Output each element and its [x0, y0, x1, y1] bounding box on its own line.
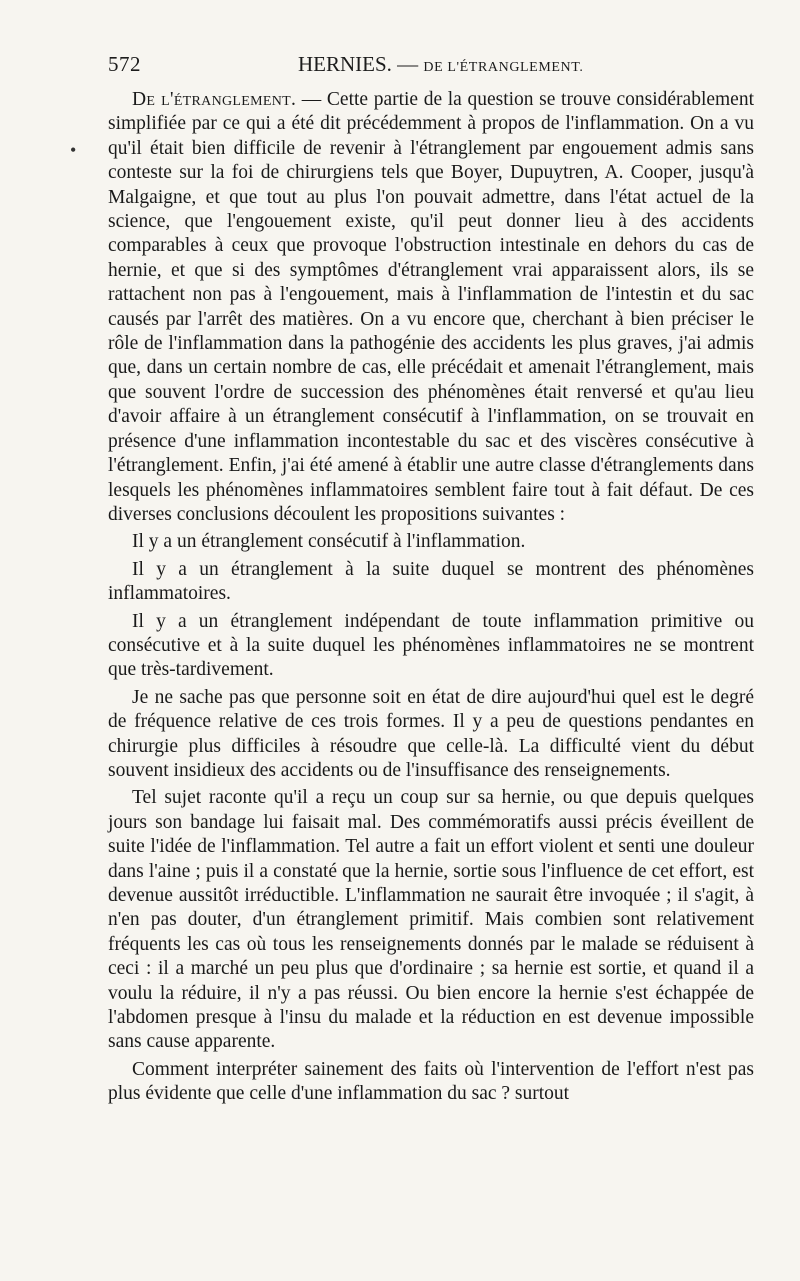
paragraph-text: Il y a un étranglement indépendant de toute inflammation primitive ou consécutive et à la suite duquel les phénomènes inflammatoires ne se montrent que très-tardivement.: [108, 610, 754, 681]
section-subtitle: DE L'ÉTRANGLEMENT.: [423, 60, 584, 75]
paragraph-text: — Cette partie de la question se trouve considérablement simplifiée par ce qui a été dit précédemment à propos de l'inflammation. On a vu qu'il était bien difficile de revenir à l'étranglement par engouement admis sans conteste sur la foi de chirurgiens tels que Boyer, Dupuytren, A. Cooper, jusqu'à Malgaigne, et que tout au plus l'on pouvait admettre, dans l'état actuel de la science, que l'engouement existe, qu'il peut donner lieu à des accidents comparables à ceux que provoque l'obstruction intestinale en dehors du cas de hernie, et que si des symptômes d'étranglement vrai apparaissent alors, ils se rattachent non pas à l'engouement, mais à l'inflammation de l'intestin et du sac causés par l'arrêt des matières. On a vu encore que, cherchant à bien préciser le rôle de l'inflammation dans la pathogénie des accidents les plus graves, j'ai admis que, dans un certain nombre de cas, elle précédait et amenait l'étranglement, mais que souvent l'ordre de succession des phénomènes était renversé et qu'au lieu d'avoir affaire à un étranglement consécutif à l'inflammation, on se trouvait en présence d'une inflammation incontestable du sac et des viscères consécutive à l'étranglement. Enfin, j'ai été amené à établir une autre classe d'étranglements dans lesquels les phénomènes inflammatoires semblent faire tout à fait défaut. De ces diverses conclusions découlent les propositions suivantes :: [108, 89, 755, 525]
paragraph: [108, 786, 754, 1054]
page-number: 572: [108, 52, 141, 76]
section-heading: De l'étranglement.: [132, 89, 297, 110]
paragraph: [108, 88, 754, 527]
paragraph-text: Je ne sache pas que personne soit en état de dire aujourd'hui quel est le degré de fréquence relative de ces trois formes. Il y a peu de questions pendantes en chirurgie plus difficiles à résoudre que celle-là. La difficulté vient du début souvent insidieux des accidents ou de l'insuffisance des renseignements.: [108, 686, 754, 781]
paragraph-text: Il y a un étranglement consécutif à l'inflammation.: [132, 531, 526, 553]
paragraph: [108, 558, 754, 607]
paragraph-text: Tel sujet raconte qu'il a reçu un coup sur sa hernie, ou que depuis quelques jours son bandage lui faisait mal. Des commémoratifs aussi précis éveillent de suite l'idée de l'inflammation. Tel autre a fait un effort violent et senti une douleur dans l'aine ; puis il a constaté que la hernie, sortie sous l'influence de cet effort, est devenue aussitôt irréductible. L'inflammation ne saurait être invoquée ; il s'agit, à n'en pas douter, d'un étranglement primitif. Mais combien sont relativement fréquents les cas où tous les renseignements donnés par le malade se réduisent à ceci : il a marché un peu plus que d'ordinaire ; sa hernie est sortie, et quand il a voulu la réduire, il n'y a pas réussi. Ou bien encore la hernie s'est échappée de l'abdomen presque à l'insu du malade et la réduction en est devenue impossible sans cause apparente.: [108, 787, 754, 1053]
paragraph: [108, 1058, 754, 1107]
running-header: [108, 52, 754, 82]
paragraph-text: Comment interpréter sainement des faits où l'intervention de l'effort n'est pas plus évidente que celle d'une inflammation du sac ? surtout: [108, 1058, 754, 1105]
paragraph: [108, 610, 754, 683]
paragraph-text: Il y a un étranglement à la suite duquel se montrent des phénomènes inflammatoires.: [108, 558, 754, 605]
body-text: [108, 88, 754, 1110]
paragraph: [108, 686, 754, 784]
margin-dot-mark: •: [70, 140, 77, 160]
title-separator: —: [397, 52, 419, 76]
running-title: [298, 52, 583, 77]
paragraph: [108, 530, 754, 554]
chapter-title: HERNIES.: [298, 52, 392, 76]
